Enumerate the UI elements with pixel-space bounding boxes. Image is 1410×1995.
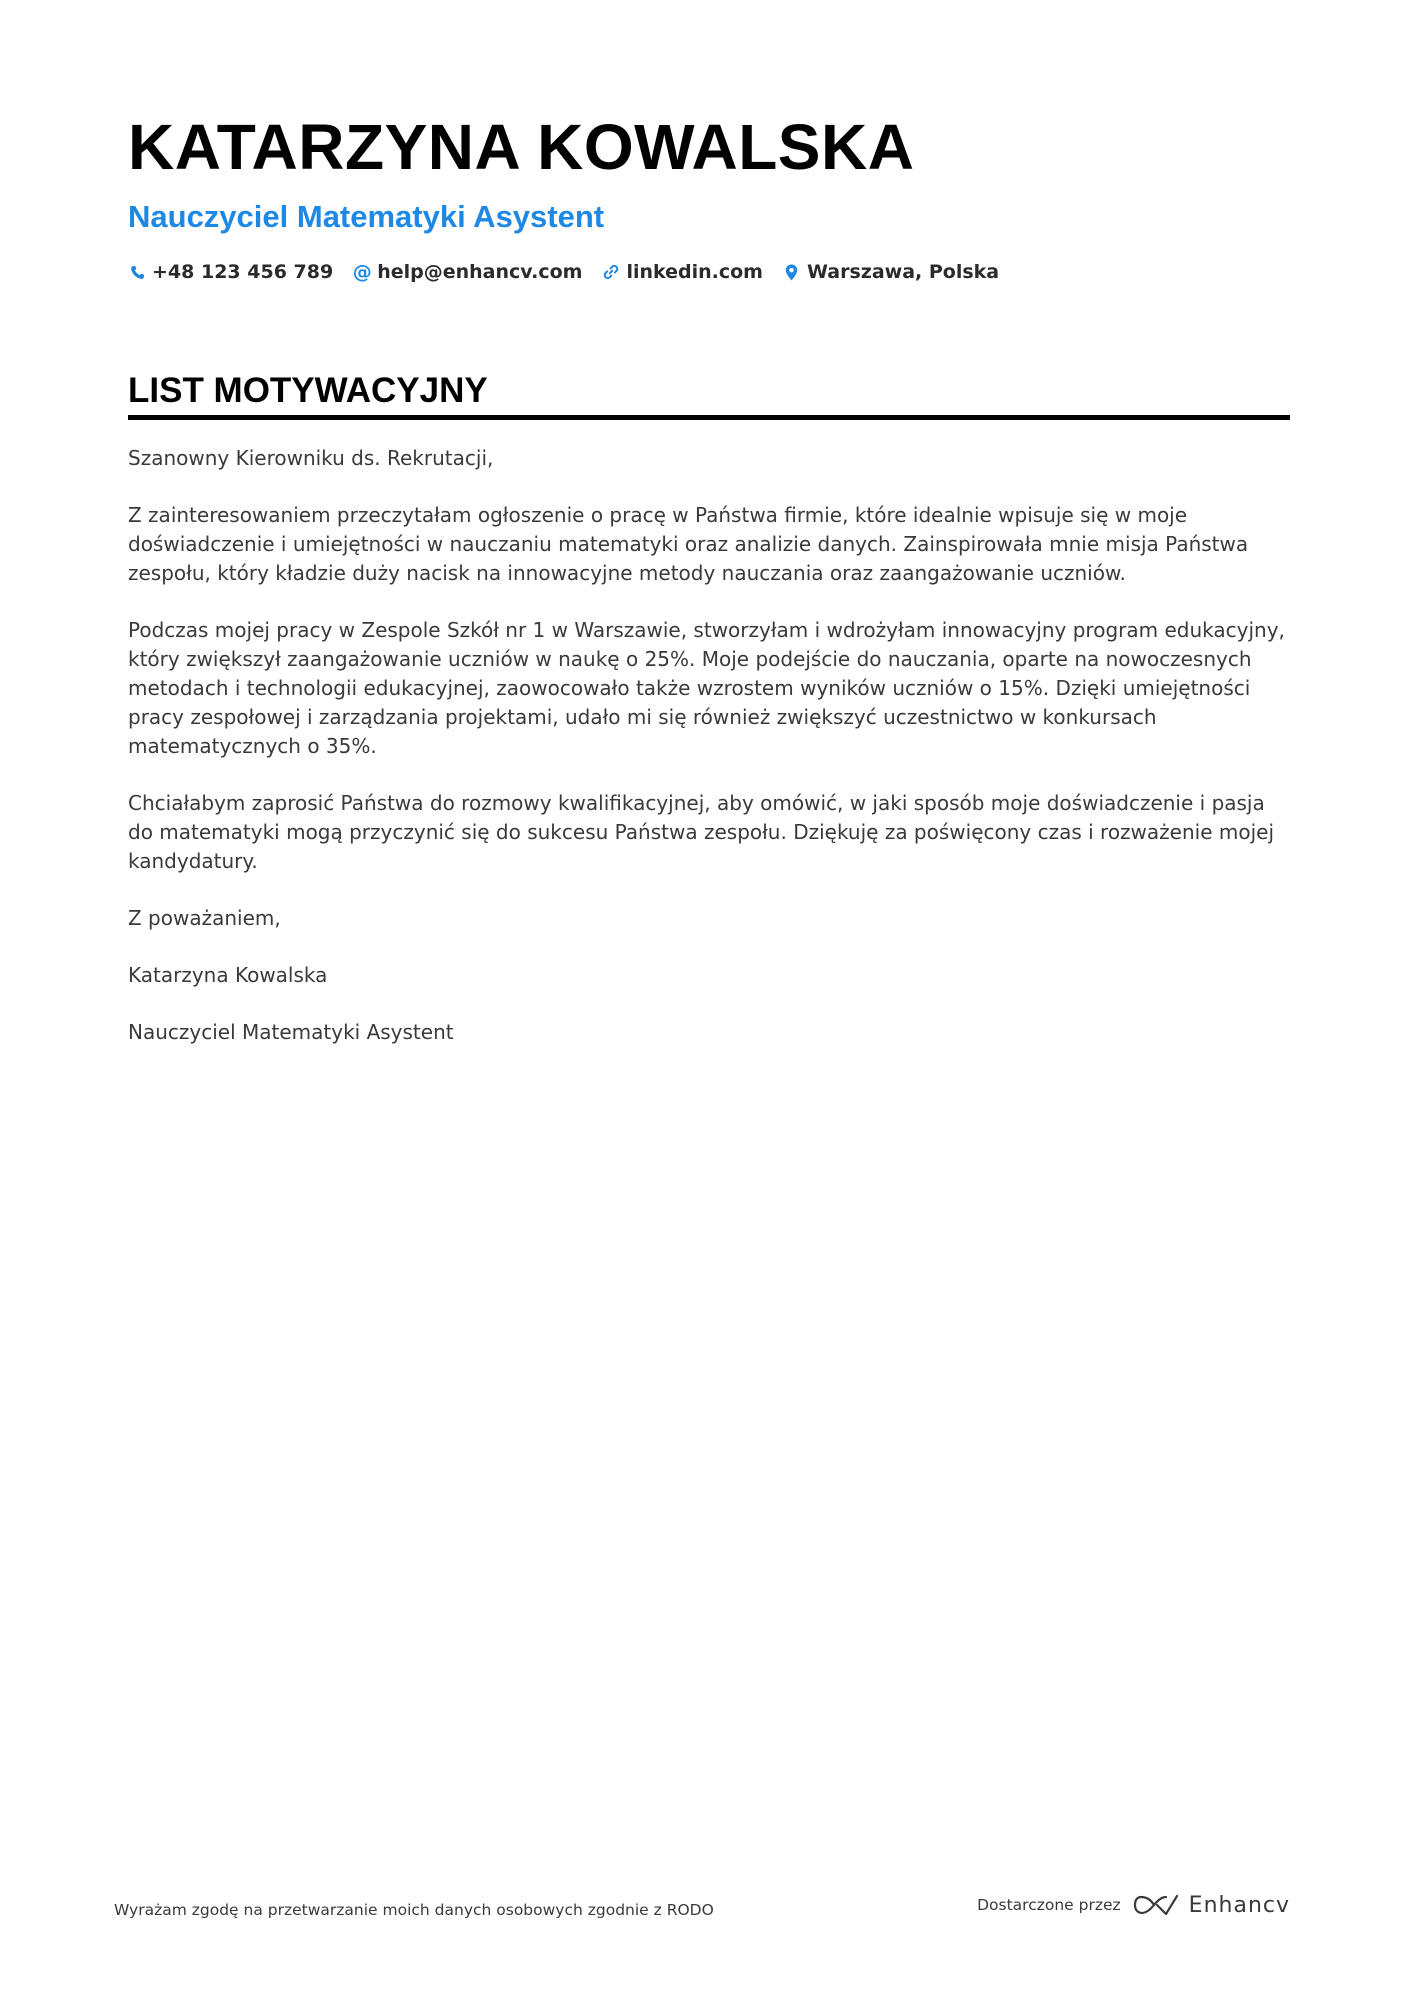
page-footer	[114, 1888, 1290, 1922]
contact-email[interactable]	[353, 261, 582, 283]
contact-phone-text: +48 123 456 789	[152, 261, 334, 283]
powered-by-label: Dostarczone przez	[977, 1896, 1121, 1914]
contact-location	[783, 261, 999, 283]
contact-linkedin-text[interactable]: linkedin.com	[626, 261, 763, 283]
letter-paragraph: Chciałabym zaprosić Państwa do rozmowy kwalifikacyjnej, aby omówić, w jaki sposób moje doświadczenie i pasja do matematyki mogą przyczynić się do sukcesu Państwa zespołu. Dziękuję za poświęcony czas i rozważenie mojej kandydatury.	[128, 791, 1275, 873]
contact-linkedin[interactable]	[602, 261, 763, 283]
signature-title: Nauczyciel Matematyki Asystent	[128, 1020, 454, 1044]
enhancv-logo-icon	[1133, 1893, 1179, 1917]
letter-closing: Z poważaniem,	[128, 906, 281, 930]
contact-email-text[interactable]: help@enhancv.com	[377, 261, 583, 283]
cover-letter-page	[128, 105, 1290, 1075]
location-pin-icon	[783, 262, 801, 282]
signature-name: Katarzyna Kowalska	[128, 963, 328, 987]
link-icon	[602, 262, 620, 282]
candidate-name: KATARZYNA KOWALSKA	[128, 111, 915, 183]
contact-location-text: Warszawa, Polska	[806, 261, 1000, 283]
phone-icon	[128, 262, 146, 282]
powered-by	[977, 1893, 1290, 1918]
letter-greeting: Szanowny Kierowniku ds. Rekrutacji,	[128, 446, 494, 470]
at-icon: @	[352, 260, 372, 283]
contact-phone	[128, 261, 333, 283]
letter-body	[128, 444, 1290, 1047]
job-title: Nauczyciel Matematyki Asystent	[128, 199, 605, 234]
letter-paragraph: Z zainteresowaniem przeczytałam ogłoszenie o pracę w Państwa firmie, które idealnie wpisuje się w moje doświadczenie i umiejętności w nauczaniu matematyki oraz analizie danych. Zainspirowała mnie misja Państwa zespołu, który kładzie duży nacisk na innowacyjne metody nauczania oraz zaangażowanie uczniów.	[128, 503, 1249, 585]
letter-paragraph: Podczas mojej pracy w Zespole Szkół nr 1 w Warszawie, stworzyłam i wdrożyłam innowacyjny program edukacyjny, który zwiększył zaangażowanie uczniów w naukę o 25%. Moje podejście do nauczania, oparte na nowoczesnych metodach i technologii edukacyjnej, zaowocowało także wzrostem wyników uczniów o 15%. Dzięki umiejętności pracy zespołowej i zarządzania projektami, udało mi się również zwiększyć uczestnictwo w konkursach matematycznych o 35%.	[128, 618, 1285, 758]
brand-name: Enhancv	[1188, 1892, 1290, 1918]
contact-bar	[128, 257, 1290, 287]
section-title: LIST MOTYWACYJNY	[128, 369, 1290, 420]
gdpr-consent: Wyrażam zgodę na przetwarzanie moich danych osobowych zgodnie z RODO	[114, 1901, 714, 1919]
